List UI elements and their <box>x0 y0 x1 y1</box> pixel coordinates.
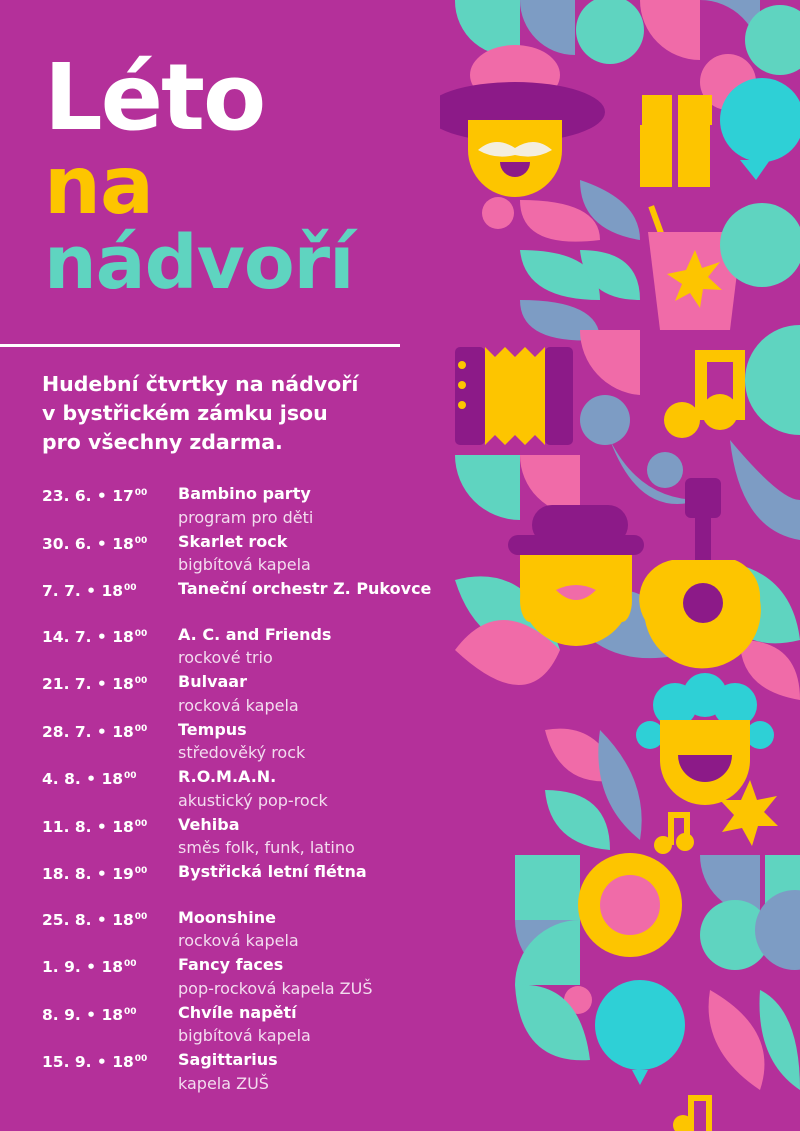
flower-icon <box>578 853 682 957</box>
event-row <box>42 623 452 671</box>
event-date-text: 15. 9. • 18 <box>42 1053 134 1071</box>
event-row <box>42 906 452 954</box>
event-time-minutes: 00 <box>134 676 148 686</box>
event-date <box>42 718 147 743</box>
event-date <box>42 623 147 648</box>
event-row <box>42 813 452 861</box>
event-description: kapela ZUŠ <box>178 1073 269 1093</box>
event-name: Bambino party <box>178 484 311 503</box>
event-date <box>42 670 147 695</box>
event-name: Bystřická letní flétna <box>178 862 367 881</box>
event-row <box>42 670 452 718</box>
event-date <box>42 953 137 978</box>
guitar-icon <box>639 478 761 668</box>
event-time-minutes: 00 <box>134 628 148 639</box>
decorative-artwork <box>440 0 800 1131</box>
title-line-3: nádvoří <box>44 220 354 306</box>
event-name: Chvíle napětí <box>178 1002 297 1022</box>
event-description: středověký rock <box>178 743 306 762</box>
page-title <box>44 44 354 306</box>
event-row <box>42 860 452 884</box>
event-description: bigbítová kapela <box>178 555 311 574</box>
event-date <box>42 530 147 555</box>
event-row <box>42 577 452 601</box>
event-schedule <box>42 482 452 1096</box>
accordion-icon <box>455 347 573 445</box>
event-time-minutes: 00 <box>124 959 137 969</box>
drink-cup-icon <box>648 203 800 330</box>
event-date-text: 21. 7. • 18 <box>42 675 134 693</box>
event-date <box>42 482 147 507</box>
event-time-minutes: 00 <box>134 1054 148 1064</box>
event-date-text: 18. 8. • 19 <box>42 865 134 883</box>
event-name: Skarlet rock <box>178 531 288 551</box>
event-date <box>42 577 137 602</box>
divider <box>0 344 400 347</box>
event-time-minutes: 00 <box>134 911 148 922</box>
intro-line-2: v bystřickém zámku jsou <box>42 401 328 425</box>
event-date-text: 8. 9. • 18 <box>42 1005 124 1024</box>
event-time-minutes: 00 <box>124 583 137 593</box>
event-description: pop-rocková kapela ZUŠ <box>178 978 373 998</box>
title-line-1: Léto <box>44 44 265 151</box>
event-date-text: 30. 6. • 18 <box>42 534 134 553</box>
event-time-minutes: 00 <box>134 535 148 546</box>
event-date <box>42 860 147 885</box>
event-date-text: 7. 7. • 18 <box>42 582 124 600</box>
event-time-minutes: 00 <box>124 771 137 781</box>
event-name: Bulvaar <box>178 672 247 691</box>
event-row <box>42 765 452 813</box>
event-date <box>42 1001 137 1026</box>
event-name: Sagittarius <box>178 1050 278 1069</box>
event-time-minutes: 00 <box>124 1006 137 1017</box>
event-description: bigbítová kapela <box>178 1026 311 1045</box>
event-row <box>42 953 452 1001</box>
event-description: rockové trio <box>178 648 273 667</box>
event-row <box>42 718 452 766</box>
event-description: rocková kapela <box>178 695 299 715</box>
event-date-text: 11. 8. • 18 <box>42 817 134 836</box>
event-time-minutes: 00 <box>134 818 148 829</box>
music-note-icon-small <box>654 812 694 854</box>
intro-text <box>42 370 422 457</box>
event-date-text: 28. 7. • 18 <box>42 722 134 741</box>
event-row <box>42 1048 452 1096</box>
event-time-minutes: 00 <box>134 488 148 498</box>
event-time-minutes: 00 <box>134 723 148 734</box>
event-description: akustický pop-rock <box>178 790 328 810</box>
event-row <box>42 530 452 578</box>
title-line-2: na <box>44 139 153 232</box>
music-note-icon <box>664 350 745 438</box>
event-date-text: 4. 8. • 18 <box>42 770 124 788</box>
event-date-text: 1. 9. • 18 <box>42 958 124 976</box>
event-name: Taneční orchestr Z. Pukovce <box>178 579 432 598</box>
face-with-hat-icon <box>440 45 605 197</box>
event-name: R.O.M.A.N. <box>178 767 277 786</box>
event-name: Vehiba <box>178 814 240 834</box>
event-date <box>42 1048 147 1073</box>
child-face-icon <box>636 673 774 805</box>
intro-line-3: pro všechny zdarma. <box>42 430 283 454</box>
event-description: rocková kapela <box>178 931 299 950</box>
event-date-text: 14. 7. • 18 <box>42 627 134 646</box>
event-date <box>42 765 137 790</box>
event-time-minutes: 00 <box>134 866 148 876</box>
event-row <box>42 482 452 530</box>
event-name: Tempus <box>178 719 247 739</box>
event-date-text: 23. 6. • 17 <box>42 487 134 505</box>
event-name: Fancy faces <box>178 955 284 974</box>
event-name: A. C. and Friends <box>178 624 332 644</box>
event-row <box>42 1001 452 1049</box>
gift-icon <box>640 95 712 187</box>
intro-line-1: Hudební čtvrtky na nádvoří <box>42 372 359 396</box>
music-note-icon-bottom <box>673 1095 712 1131</box>
event-description: směs folk, funk, latino <box>178 838 355 857</box>
event-date <box>42 813 147 838</box>
event-description: program pro děti <box>178 507 314 527</box>
event-date-text: 25. 8. • 18 <box>42 910 134 929</box>
event-date <box>42 906 147 931</box>
event-name: Moonshine <box>178 907 276 927</box>
